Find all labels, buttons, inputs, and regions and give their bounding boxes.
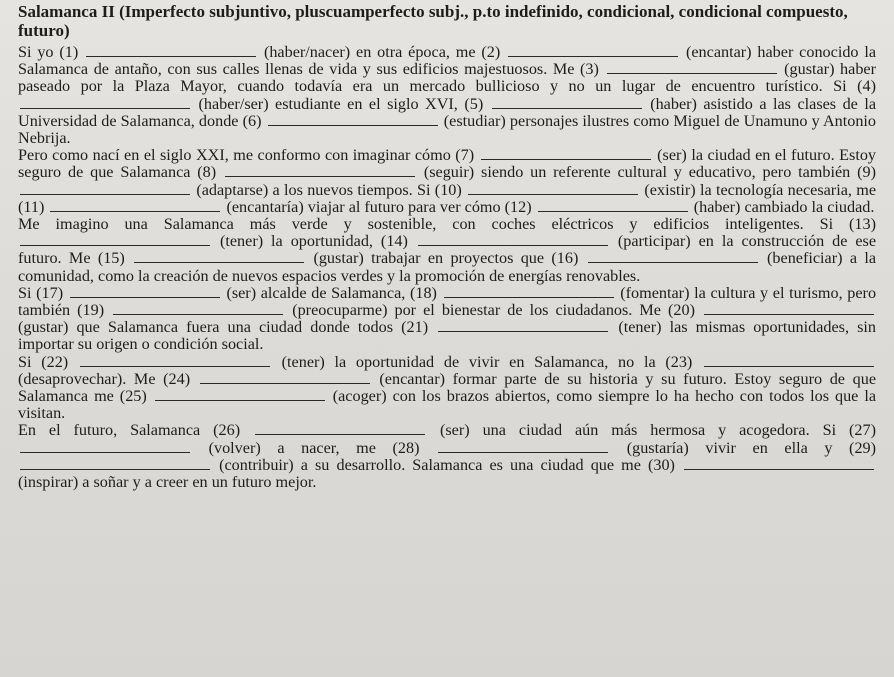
answer-blank-15[interactable] (134, 251, 304, 263)
text-segment: Me imagino una Salamanca más verde y sostenible, con coches eléctricos y edificios inteligentes. Si (13) (18, 215, 876, 234)
paragraph-4 (18, 285, 876, 354)
answer-blank-20[interactable] (704, 303, 874, 315)
answer-blank-27[interactable] (20, 441, 190, 453)
answer-blank-9[interactable] (20, 183, 190, 195)
text-segment: (preocuparme) por el bienestar de los ciudadanos. Me (20) (292, 301, 695, 320)
answer-blank-23[interactable] (704, 355, 874, 367)
answer-blank-26[interactable] (255, 423, 425, 435)
answer-blank-14[interactable] (418, 234, 608, 246)
text-segment: (haber/nacer) en otra época, me (2) (263, 43, 501, 61)
answer-blank-6[interactable] (268, 114, 438, 126)
answer-blank-7[interactable] (481, 148, 651, 160)
answer-blank-29[interactable] (20, 458, 210, 470)
text-segment: (beneficiar) a la comunidad, como la creación de nuevos espacios verdes y la promoción de energías renovables. (18, 249, 877, 285)
text-segment: (haber) cambiado la ciudad. (693, 197, 875, 216)
text-segment: (ser) la ciudad en el futuro. Estoy seguro de que Salamanca (8) (18, 146, 877, 182)
text-segment: (existir) la tecnología necesaria, me (11) (18, 180, 877, 216)
answer-blank-17[interactable] (70, 286, 220, 298)
text-segment: (adaptarse) a los nuevos tiempos. Si (10) (196, 180, 462, 199)
answer-blank-18[interactable] (444, 286, 614, 298)
text-segment: (haber) asistido a las clases de la Universidad de Salamanca, donde (6) (18, 94, 877, 130)
paragraph-3 (18, 216, 876, 285)
answer-blank-1[interactable] (86, 45, 256, 57)
answer-blank-8[interactable] (225, 165, 415, 177)
text-segment: (gustar) trabajar en proyectos que (16) (313, 249, 579, 268)
answer-blank-30[interactable] (684, 458, 874, 470)
text-segment: (haber/ser) estudiante en el siglo XVI, (5) (198, 94, 484, 113)
text-segment: En el futuro, Salamanca (26) (18, 421, 241, 440)
text-segment: (inspirar) a soñar y a creer en un futuro mejor. (18, 473, 317, 492)
text-segment: Pero como nací en el siglo XXI, me conformo con imaginar cómo (7) (18, 146, 475, 165)
paragraph-2 (18, 147, 876, 216)
answer-blank-11[interactable] (50, 200, 220, 212)
paragraph-5 (18, 354, 876, 423)
answer-blank-19[interactable] (113, 303, 283, 315)
text-segment: (gustaría) vivir en ella y (29) (626, 438, 877, 457)
text-segment: (estudiar) personajes ilustres como Miguel de Unamuno y Antonio Nebrija. (18, 111, 877, 148)
text-segment: (gustar) haber paseado por la Plaza Mayor, cuando todavía era un mercado bullicioso y no un lugar de encuentro turístico. Si (4) (18, 60, 877, 96)
text-segment: Si (22) (18, 352, 69, 371)
answer-blank-3[interactable] (607, 62, 777, 74)
text-segment: (gustar) que Salamanca fuera una ciudad donde todos (21) (18, 318, 429, 337)
paragraph-1 (18, 44, 876, 147)
text-segment: (seguir) siendo un referente cultural y educativo, pero también (9) (423, 163, 876, 182)
answer-blank-12[interactable] (538, 200, 688, 212)
answer-blank-25[interactable] (155, 389, 325, 401)
answer-blank-10[interactable] (468, 183, 638, 195)
answer-blank-2[interactable] (508, 45, 678, 57)
text-segment: (volver) a nacer, me (28) (208, 438, 420, 457)
text-segment: (tener) las mismas oportunidades, sin importar su origen o condición social. (18, 318, 877, 354)
worksheet-title: Salamanca II (Imperfecto subjuntivo, pluscuamperfecto subj., p.to indefinido, condicional, condicional compuesto, futuro) (18, 2, 848, 40)
answer-blank-22[interactable] (80, 355, 270, 367)
text-segment: (ser) alcalde de Salamanca, (18) (226, 283, 437, 302)
text-segment: (desaprovechar). Me (24) (18, 369, 191, 388)
text-segment: (ser) una ciudad aún más hermosa y acogedora. Si (27) (439, 421, 876, 440)
text-segment: (encantar) haber conocido la Salamanca de antaño, con sus calles llenas de vida y sus edificios majestuosos. Me (3) (18, 43, 877, 79)
text-segment: (participar) en la construcción de ese futuro. Me (15) (18, 232, 877, 268)
text-segment: (contribuir) a su desarrollo. Salamanca es una ciudad que me (30) (219, 455, 675, 474)
paragraph-6 (18, 422, 876, 491)
text-segment: (fomentar) la cultura y el turismo, pero también (19) (18, 283, 877, 320)
text-segment: (tener) la oportunidad, (14) (219, 232, 408, 251)
answer-blank-16[interactable] (588, 251, 758, 263)
text-segment: (encantar) formar parte de su historia y su futuro. Estoy seguro de que Salamanca me (25) (18, 369, 876, 406)
answer-blank-5[interactable] (492, 97, 642, 109)
answer-blank-21[interactable] (438, 320, 608, 332)
answer-blank-4[interactable] (20, 97, 190, 109)
text-segment: (tener) la oportunidad de vivir en Salamanca, no la (23) (281, 352, 693, 371)
text-segment: Si yo (1) (18, 43, 79, 61)
text-segment: (encantaría) viajar al futuro para ver cómo (12) (226, 197, 532, 216)
answer-blank-28[interactable] (438, 441, 608, 453)
text-segment: (acoger) con los brazos abiertos, como siempre lo ha hecho con todos los que la visitan. (18, 387, 877, 423)
answer-blank-24[interactable] (200, 372, 370, 384)
text-segment: Si (17) (18, 283, 64, 302)
answer-blank-13[interactable] (20, 234, 210, 246)
